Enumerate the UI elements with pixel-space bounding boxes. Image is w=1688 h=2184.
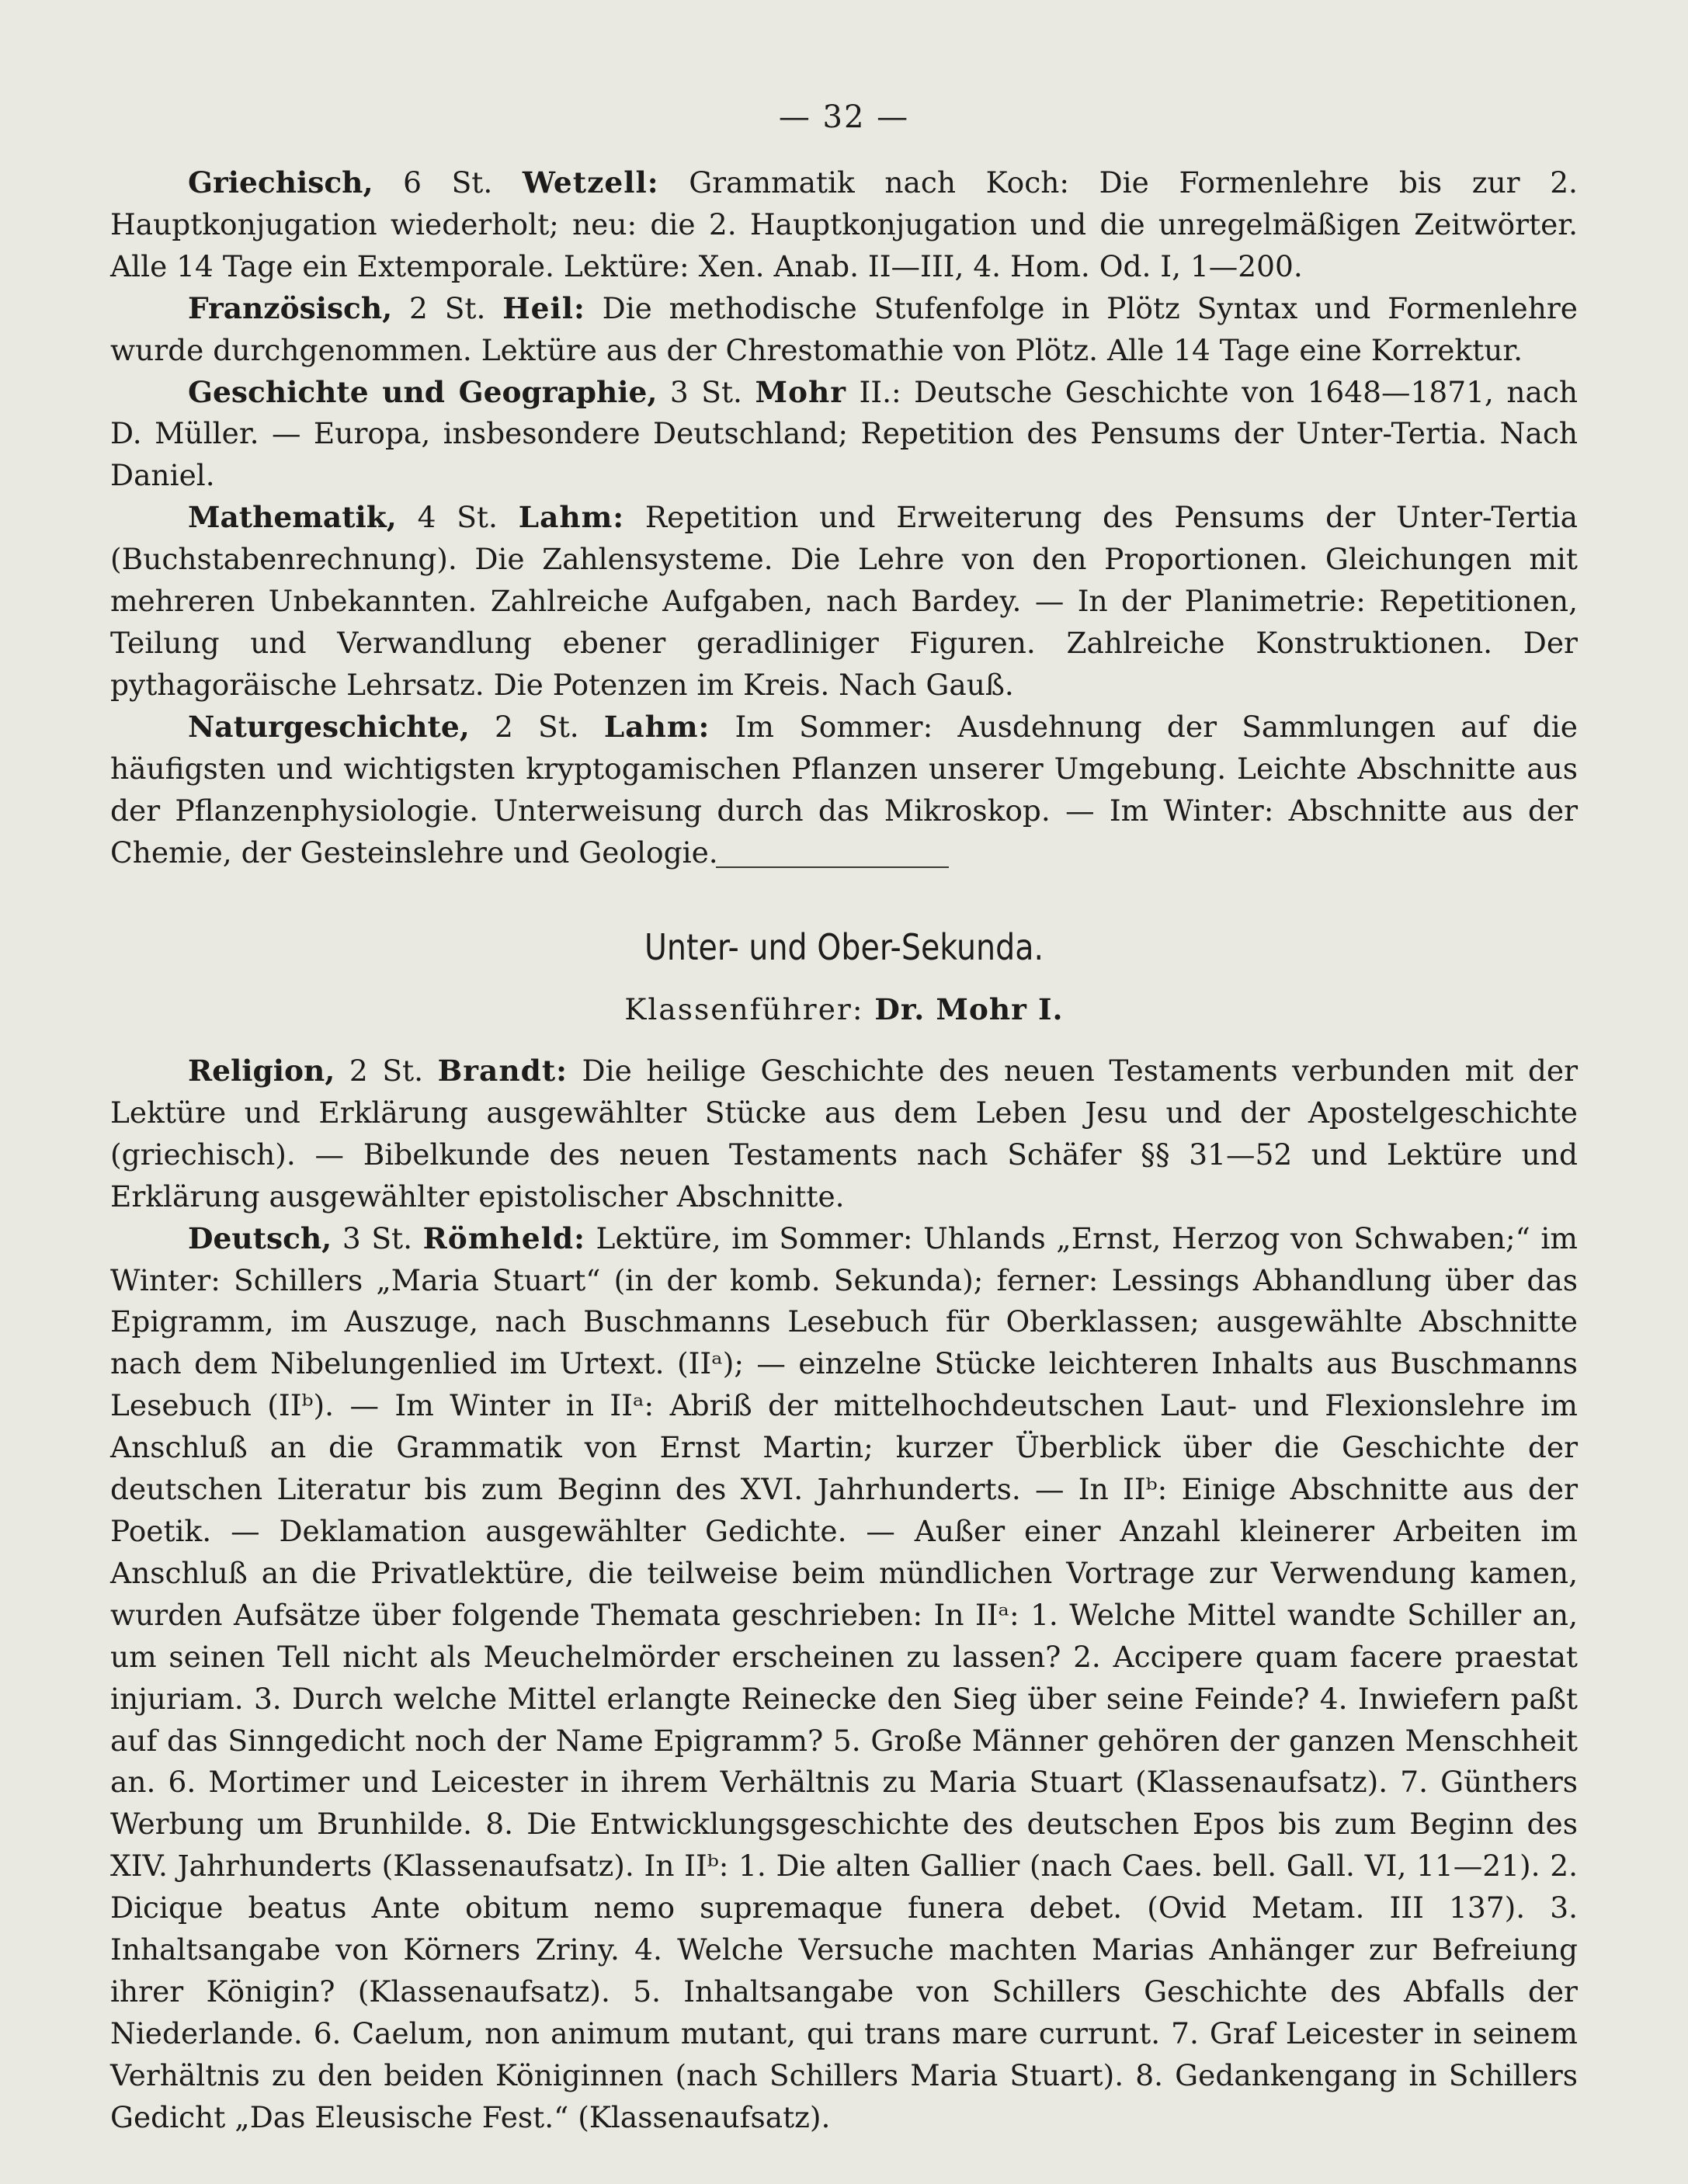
subject-name: Französisch, [188,290,393,325]
subject-text: Die heilige Geschichte des neuen Testaments verbunden mit der Lektüre und Erklärung ausgewählter Stücke aus dem Leben Jesu und der Apostelgeschichte (griechisch). — Bibelkunde des neuen Testaments nach Schäfer §§ 31—52 und Lektüre und Erklärung ausgewählter epistolischer Abschnitte. [110,1054,1578,1214]
subject-name: Geschichte und Geographie, [188,374,658,409]
section-heading: Unter- und Ober-Sekunda. [644,926,1044,968]
subject-text: Die methodische Stufenfolge in Plötz Syntax und Formenlehre wurde durchgenommen. Lektüre aus der Chrestomathie von Plötz. Alle 14 Tage eine Korrektur. [110,290,1578,367]
subject-name: Mathematik, [188,500,397,535]
teacher-name: Lahm: [603,709,710,744]
subject-text: Grammatik nach Koch: Die Formenlehre bis zur 2. Hauptkonjugation wiederholt; neu: die 2. Hauptkonjugation und die unregelmäßigen Zeitwörter. Alle 14 Tage ein Extemporale. Lektüre: Xen. Anab. II—III, 4. Hom. Od. I, 1—200. [110,165,1578,283]
subject-hours: 3 St. [332,1220,423,1255]
teacher-name: Wetzell: [522,165,659,200]
subject-paragraph [110,1218,1578,2139]
page-number: — 32 — [778,99,910,135]
subject-name: Deutsch, [188,1220,332,1255]
subject-text: Repetition und Erweiterung des Pensums der Unter-Tertia (Buchstabenrechnung). Die Zahlensysteme. Die Lehre von den Proportionen. Gleichungen mit mehreren Unbekannten. Zahlreiche Aufgaben, nach Bardey. — In der Planimetrie: Repetitionen, Teilung und Verwandlung ebener geradliniger Figuren. Zahlreiche Konstruktionen. Der pythagoräische Lehrsatz. Die Potenzen im Kreis. Nach Gauß. [110,500,1578,702]
class-leader-line [0,992,1688,1026]
teacher-name: Mohr [755,374,846,409]
teacher-name: Heil: [502,290,585,325]
subject-hours: 4 St. [396,500,519,535]
teacher-name: Lahm: [518,500,625,535]
subject-text: II.: Deutsche Geschichte von 1648—1871, nach D. Müller. — Europa, insbesondere Deutschland; Repetition des Pensums der Unter-Tertia. Nach Daniel. [110,374,1579,493]
subject-hours: 2 St. [469,709,604,744]
subject-hours: 3 St. [657,374,755,409]
class-leader-label: Klassenführer: [624,992,875,1026]
teacher-name: Römheld: [422,1220,585,1255]
subject-name: Griechisch, [188,165,373,200]
subject-name: Naturgeschichte, [188,709,470,744]
subject-text: Im Sommer: Ausdehnung der Sammlungen auf die häufigsten und wichtigsten kryptogamischen Pflanzen unserer Umgebung. Leichte Abschnitte aus der Pflanzenphysiologie. Unterweisung durch das Mikroskop. — Im Winter: Abschnitte aus der Chemie, der Gesteinslehre und Geologie. [110,709,1578,870]
subject-paragraph [110,372,1578,498]
subject-hours: 2 St. [335,1054,438,1088]
subject-paragraph [110,288,1578,372]
teacher-name: Brandt: [437,1054,568,1088]
subject-hours: 2 St. [392,290,503,325]
section-divider [716,866,949,868]
subject-paragraph [110,1050,1578,1218]
subject-paragraph [110,162,1578,288]
section-ober-tertia [110,162,1578,873]
subject-name: Religion, [188,1054,335,1088]
subject-paragraph [110,497,1578,707]
subject-paragraph [110,707,1578,874]
subject-hours: 6 St. [373,165,523,200]
subject-text: Lektüre, im Sommer: Uhlands „Ernst, Herzog von Schwaben;“ im Winter: Schillers „Maria Stuart“ (in der komb. Sekunda); ferner: Lessings Abhandlung über das Epigramm, im Auszuge, nach Buschmanns Lesebuch für Oberklassen; ausgewählte Abschnitte nach dem Nibelungenlied im Urtext. (IIᵃ); — einzelne Stücke leichteren Inhalts aus Buschmanns Lesebuch (IIᵇ). — Im Winter in IIᵃ: Abriß der mittelhochdeutschen Laut- und Flexionslehre im Anschluß an die Grammatik von Ernst Martin; kurzer Überblick über die Geschichte der deutschen Literatur bis zum Beginn des XVI. Jahrhunderts. — In IIᵇ: Einige Abschnitte aus der Poetik. — Deklamation ausgewählter Gedichte. — Außer einer Anzahl kleinerer Arbeiten im Anschluß an die Privatlektüre, die teilweise beim mündlichen Vortrage zur Verwendung kamen, wurden Aufsätze über folgende Themata geschrieben: In IIᵃ: 1. Welche Mittel wandte Schiller an, um seinen Tell nicht als Meuchelmörder erscheinen zu lassen? 2. Accipere quam facere praestat injuriam. 3. Durch welche Mittel erlangte Reinecke den Sieg über seine Feinde? 4. Inwiefern paßt auf das Sinngedicht noch der Name Epigramm? 5. Große Männer gehören der ganzen Menschheit an. 6. Mortimer und Leicester in ihrem Verhältnis zu Maria Stuart (Klassenaufsatz). 7. Günthers Werbung um Brunhilde. 8. Die Entwicklungsgeschichte des deutschen Epos bis zum Beginn des XIV. Jahrhunderts (Klassenaufsatz). In IIᵇ: 1. Die alten Gallier (nach Caes. bell. Gall. VI, 11—21). 2. Dicique beatus Ante obitum nemo supremaque funera debet. (Ovid Metam. III 137). 3. Inhaltsangabe von Körners Zriny. 4. Welche Versuche machten Marias Anhänger zur Befreiung ihrer Königin? (Klassenaufsatz). 5. Inhaltsangabe von Schillers Geschichte des Abfalls der Niederlande. 6. Caelum, non animum mutant, qui trans mare currunt. 7. Graf Leicester in seinem Verhältnis zu den beiden Königinnen (nach Schillers Maria Stuart). 8. Gedankengang in Schillers Gedicht „Das Eleusische Fest.“ (Klassenaufsatz). [110,1220,1578,2134]
class-leader-name: Dr. Mohr I. [874,992,1064,1026]
section-sekunda [110,1050,1578,2139]
